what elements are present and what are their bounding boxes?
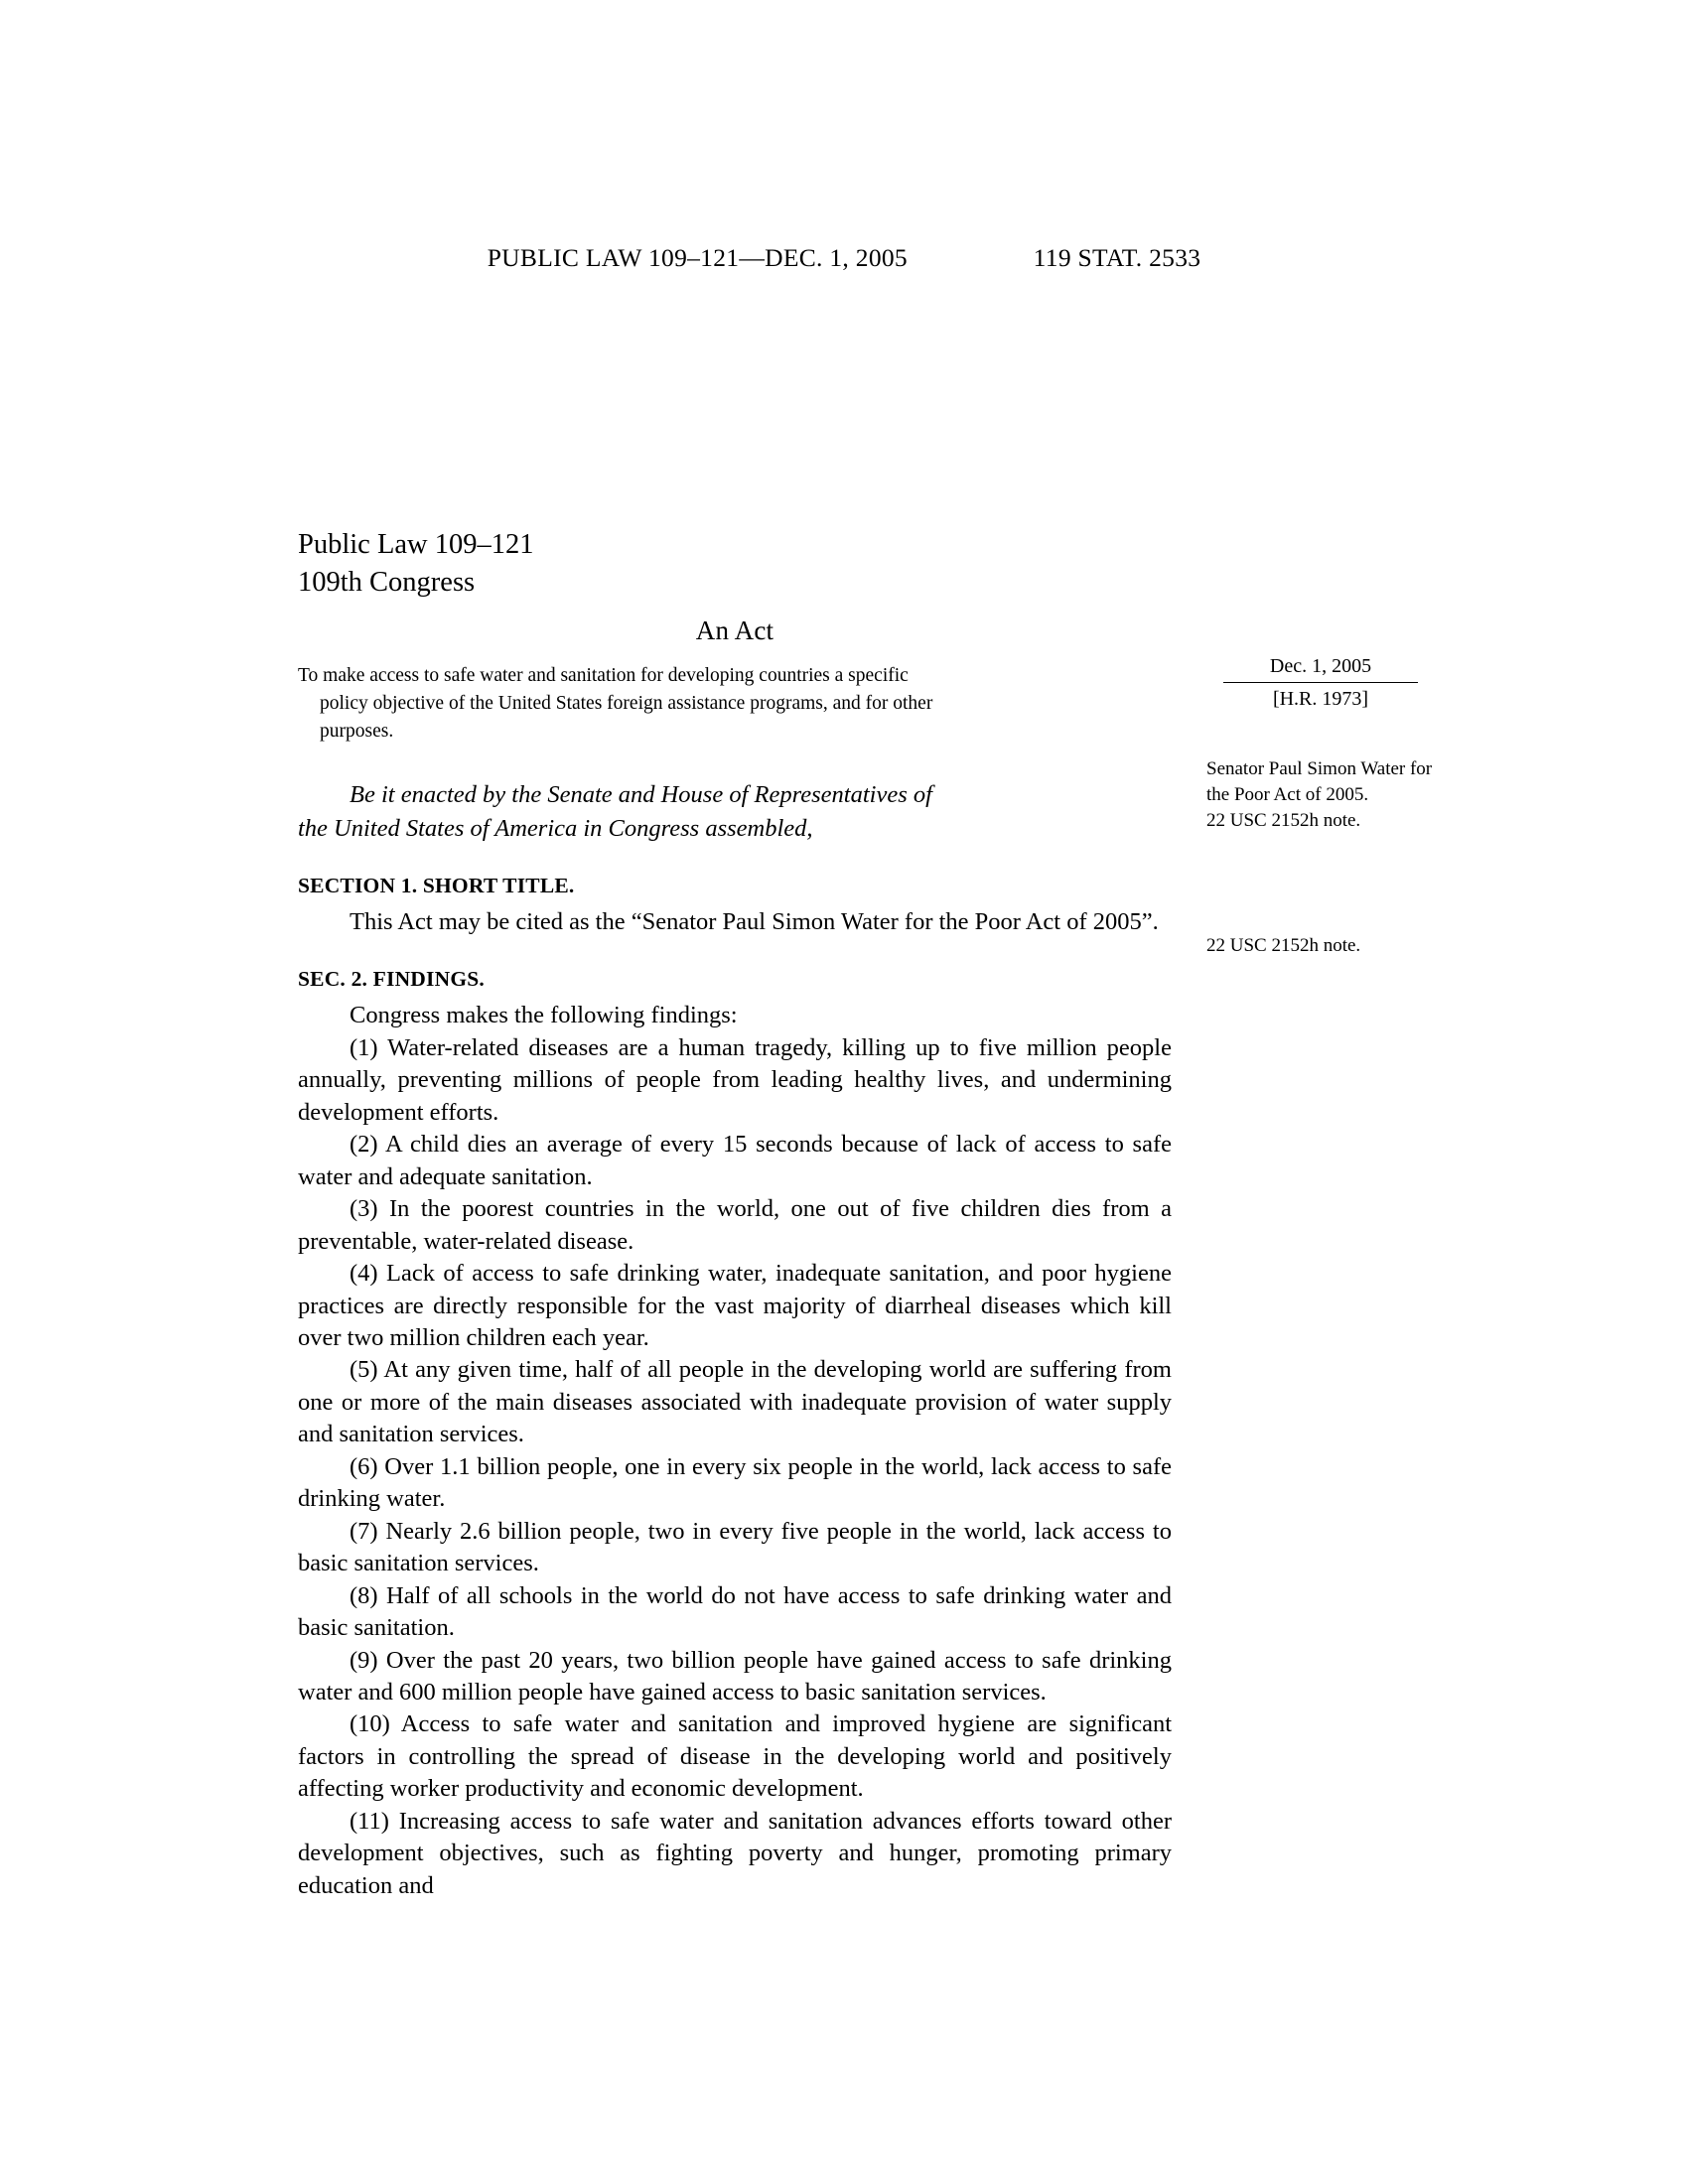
- margin-note-findings-citation: 22 USC 2152h note.: [1206, 935, 1361, 956]
- main-text-column: [298, 526, 1172, 1902]
- finding-2: (2) A child dies an average of every 15 seconds because of lack of access to safe water and adequate sanitation.: [298, 1131, 1172, 1190]
- congress-number: 109th Congress: [298, 566, 476, 598]
- margin-note-bill-number: [H.R. 1973]: [1272, 688, 1369, 710]
- long-title-line-3: purposes.: [320, 720, 394, 742]
- finding-1: (1) Water-related diseases are a human tragedy, killing up to five million people annually, preventing millions of people from leading healthy lives, and undermining development efforts.: [298, 1033, 1172, 1126]
- section-1-paragraph-1: This Act may be cited as the “Senator Paul Simon Water for the Poor Act of 2005”.: [350, 908, 1159, 936]
- finding-10: (10) Access to safe water and sanitation and improved hygiene are significant factors in controlling the spread of disease in the developing world and positively affecting worker productivity and economic development.: [298, 1710, 1172, 1803]
- running-head: [0, 243, 1688, 273]
- section-2-intro: Congress makes the following findings:: [350, 1002, 738, 1029]
- margin-note-date: Dec. 1, 2005: [1269, 655, 1372, 677]
- running-head-stat: 119 STAT. 2533: [1033, 243, 1201, 272]
- finding-3: (3) In the poorest countries in the world, one out of five children dies from a preventable, water-related disease.: [298, 1195, 1172, 1255]
- margin-note-date-block: [1206, 655, 1435, 711]
- margin-note-short-title-citation: 22 USC 2152h note.: [1206, 810, 1361, 832]
- running-head-law: PUBLIC LAW 109–121—DEC. 1, 2005: [487, 243, 908, 272]
- finding-6: (6) Over 1.1 billion people, one in every six people in the world, lack access to safe drinking water.: [298, 1452, 1172, 1513]
- long-title: [298, 662, 1172, 746]
- long-title-line-2: policy objective of the United States foreign assistance programs, and for other: [320, 692, 933, 714]
- finding-5: (5) At any given time, half of all people in the developing world are suffering from one or more of the main diseases associated with inadequate provision of water supply and sanitation services.: [298, 1356, 1172, 1448]
- finding-11: (11) Increasing access to safe water and sanitation advances efforts toward other development objectives, such as fighting poverty and hunger, promoting primary education and: [298, 1807, 1172, 1899]
- an-act-heading: An Act: [695, 614, 774, 645]
- enacting-clause: [298, 778, 1172, 845]
- margin-note-divider: [1223, 682, 1418, 683]
- finding-4: (4) Lack of access to safe drinking water, inadequate sanitation, and poor hygiene practices are directly responsible for the vast majority of diarrheal diseases which kill over two million children each year.: [298, 1260, 1172, 1352]
- enacting-clause-line-1: Be it enacted by the Senate and House of Representatives of: [350, 781, 932, 809]
- section-2-heading: SEC. 2. FINDINGS.: [298, 967, 485, 992]
- finding-9: (9) Over the past 20 years, two billion people have gained access to safe drinking water and 600 million people have gained access to basic sanitation services.: [298, 1646, 1172, 1706]
- margin-note-short-title-text: Senator Paul Simon Water for the Poor Act of 2005.: [1206, 758, 1433, 806]
- margin-note-short-title: [1206, 756, 1445, 835]
- section-1-heading: SECTION 1. SHORT TITLE.: [298, 874, 575, 898]
- enacting-clause-line-2: the United States of America in Congress assembled,: [298, 814, 813, 842]
- finding-7: (7) Nearly 2.6 billion people, two in every five people in the world, lack access to basic sanitation services.: [298, 1517, 1172, 1577]
- long-title-line-1: To make access to safe water and sanitation for developing countries a specific: [298, 664, 909, 686]
- public-law-number: Public Law 109–121: [298, 529, 534, 560]
- finding-8: (8) Half of all schools in the world do not have access to safe drinking water and basic sanitation.: [298, 1581, 1172, 1642]
- page-title: [298, 526, 1172, 602]
